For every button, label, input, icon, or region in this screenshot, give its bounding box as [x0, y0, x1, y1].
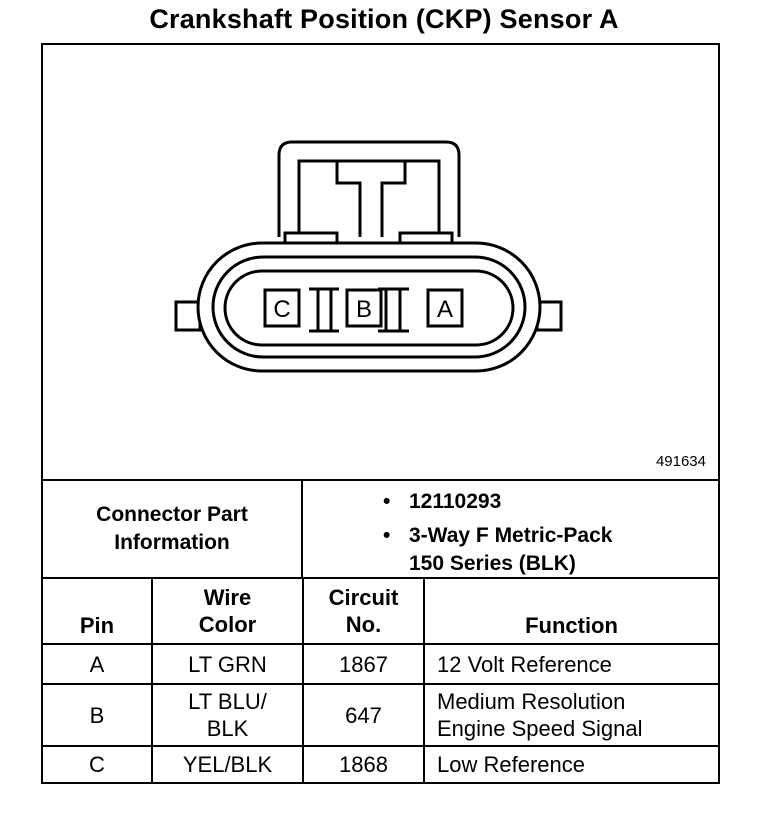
pin-label-c: C — [273, 296, 291, 323]
connector-drawing — [43, 45, 718, 481]
header-pin: Pin — [79, 613, 115, 638]
header-circuit: Circuit No. — [328, 585, 399, 637]
row-a-circuit: 1867 — [339, 651, 388, 677]
page-title: Crankshaft Position (CKP) Sensor A — [149, 4, 619, 34]
tab-left — [176, 302, 200, 330]
row-b-pin: B — [89, 702, 105, 728]
row-b-function: Medium Resolution Engine Speed Signal — [437, 689, 643, 741]
header-wire-color: Wire Color — [198, 585, 257, 637]
divider-connector-col — [301, 481, 303, 579]
connector-info-label: Connector Part Information — [96, 503, 248, 554]
row-b-wire: LT BLU/ BLK — [188, 689, 267, 741]
row-a-function: 12 Volt Reference — [437, 651, 612, 677]
row-a-wire: LT GRN — [188, 651, 267, 677]
connector-type: • 3-Way F Metric-Pack 150 Series (BLK) — [383, 524, 613, 575]
row-c-wire: YEL/BLK — [182, 752, 273, 777]
row-a-pin: A — [89, 651, 105, 677]
pin-label-a: A — [436, 296, 454, 323]
connector-diagram — [43, 45, 718, 481]
row-c-pin: C — [89, 752, 105, 777]
header-function: Function — [525, 613, 618, 638]
figure-number: 491634 — [655, 453, 706, 470]
row-c-circuit: 1868 — [339, 752, 388, 777]
latch-inner-right — [405, 161, 439, 237]
connector-part-number: • 12110293 — [383, 490, 502, 513]
row-c-function: Low Reference — [437, 752, 585, 777]
latch-outer — [279, 142, 459, 237]
row-b-circuit: 647 — [345, 702, 382, 728]
sensor-frame — [41, 43, 720, 784]
latch-inner-left — [299, 161, 405, 237]
connector-info-list — [343, 488, 713, 584]
pin-label-b: B — [355, 296, 373, 323]
